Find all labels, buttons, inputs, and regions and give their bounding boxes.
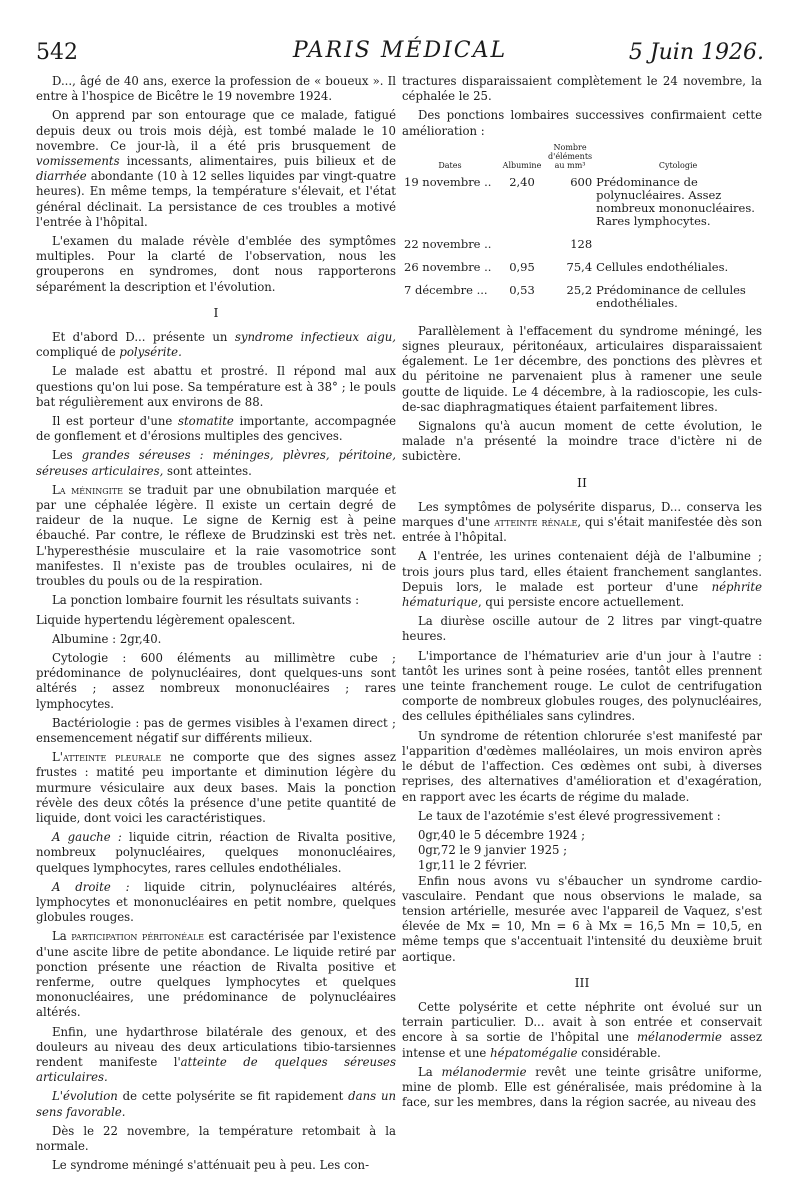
paragraph: La participation péritonéale est caractérisée par l'existence d'une ascite libre de petite abondance. Le liquide retiré par ponction présente une réaction de Rivalta positive et renferme, outre quelques lymphocytes et quelques mononucléaires, une prédominance de polynucléaires altérés. <box>36 929 396 1020</box>
paragraph: Le malade est abattu et prostré. Il répond mal aux questions qu'on lui pose. Sa température est à 38° ; le pouls bat régulièrement aux environs de 88. <box>36 364 396 409</box>
paragraph: Les symptômes de polysérite disparus, D... conserva les marques d'une atteinte rénale, qui s'était manifestée dès son entrée à l'hôpital. <box>402 499 762 545</box>
azotemia-values <box>402 828 762 874</box>
table-header: Cytologie <box>658 160 698 170</box>
paragraph: Cette polysérite et cette néphrite ont évolué sur un terrain particulier. D... avait à son entrée et conservait encore à sa sortie de l'hôpital une mélanodermie assez intense et une hépatomégalie considérable. <box>402 999 762 1060</box>
left-column <box>36 74 396 1177</box>
table-header: Albumine <box>502 160 542 170</box>
page-header <box>36 36 764 66</box>
section-heading: II <box>577 474 587 490</box>
paragraph: D..., âgé de 40 ans, exerce la profession de « boueux ». Il entre à l'hospice de Bicêtre le 19 novembre 1924. <box>36 74 396 104</box>
section-heading: III <box>574 974 590 990</box>
paragraph: La méningite se traduit par une obnubilation marquée et par une céphalée légère. Il existe un certain degré de raideur de la nuque. Le signe de Kernig est à peine ébauché. Par contre, le réflexe de Brudzinski est très net. L'hyperesthésie musculaire et la raie vasomotrice sont manifestes. Il n'existe pas de troubles oculaires, ni de troubles du pouls ou de la respiration. <box>36 482 396 589</box>
paragraph: Il est porteur d'une stomatite importante, accompagnée de gonflement et d'érosions multiples des gencives. <box>36 414 396 444</box>
table-header: Nombre d'éléments au mm³ <box>548 142 593 170</box>
right-column <box>402 74 762 1114</box>
table-row: 7 décembre ... 0,53 25,2 Prédominance de cellules endothéliales. <box>404 282 746 310</box>
table-row: 26 novembre .. 0,95 75,4 Cellules endothéliales. <box>404 259 729 274</box>
journal-title: PARIS MÉDICAL <box>292 38 508 63</box>
paragraph: Parallèlement à l'effacement du syndrome méningé, les signes pleuraux, péritonéaux, articulaires disparaissaient également. Le 1er décembre, des ponctions des plèvres et du péritoine ne parvenaient plus à ramener une seule goutte de liquide. Le 4 décembre, à la radioscopie, les culs-de-sac diaphragmatiques étaient parfaitement libres. <box>402 323 762 414</box>
paragraph: On apprend par son entourage que ce malade, fatigué depuis deux ou trois mois déjà, est tombé malade le 10 novembre. Ce jour-là, il a été pris brusquement de vomissements incessants, alimentaires, puis bilieux et de diarrhée abondante (10 à 12 selles liquides par vingt-quatre heures). En même temps, la température s'élevait, et l'état général déclinait. La persistance de ces troubles a motivé l'entrée à l'hôpital. <box>36 108 396 229</box>
paragraph: Le taux de l'azotémie s'est élevé progressivement : <box>418 808 721 823</box>
table-header: Dates <box>438 160 462 170</box>
paragraph: Signalons qu'à aucun moment de cette évolution, le malade n'a présenté la moindre trace d'ictère ni de subictère. <box>402 419 762 464</box>
section-heading: I <box>213 304 219 320</box>
paragraph: Dès le 22 novembre, la température retombait à la normale. <box>36 1123 396 1153</box>
azotemia-value: 0gr,40 le 5 décembre 1924 ; <box>418 827 586 842</box>
azotemia-value: 1gr,11 le 2 février. <box>418 858 528 873</box>
paragraph: La mélanodermie revêt une teinte grisâtre uniforme, mine de plomb. Elle est généralisée, mais prédomine à la face, sur les membres, dans la région sacrée, au niveau des <box>402 1064 763 1110</box>
paragraph: Cytologie : 600 éléments au millimètre cube ; prédominance de polynucléaires, dont quelques-uns sont altérés ; assez nombreux mononucléaires ; rares lymphocytes. <box>36 650 396 711</box>
paragraph: Le syndrome méningé s'atténuait peu à peu. Les con- <box>52 1158 370 1173</box>
table-row: 19 novembre .. 2,40 600 Prédominance de polynucléaires. Assez nombreux mononucléaires. Rares lymphocytes. <box>404 174 755 228</box>
table-row: 22 novembre .. 128 <box>404 236 593 251</box>
paragraph: A gauche : liquide citrin, réaction de Rivalta positive, nombreux polynucléaires, quelques mononucléaires, quelques lymphocytes, rares cellules endothéliales. <box>36 830 397 875</box>
paragraph: Et d'abord D... présente un syndrome infectieux aigu, compliqué de polysérite. <box>36 330 397 360</box>
paragraph: A droite : liquide citrin, polynucléaires altérés, lymphocytes et mononucléaires en petit nombre, quelques globules rouges. <box>36 879 396 925</box>
paragraph: Albumine : 2gr,40. <box>52 631 162 646</box>
page-number: 542 <box>36 40 78 65</box>
issue-date: 5 Juin 1926. <box>628 40 764 65</box>
paragraph: tractures disparaissaient complètement le 24 novembre, la céphalée le 25. <box>402 74 762 104</box>
paragraph: La ponction lombaire fournit les résultats suivants : <box>52 593 360 608</box>
azotemia-value: 0gr,72 le 9 janvier 1925 ; <box>418 843 568 858</box>
paragraph: L'examen du malade révèle d'emblée des symptômes multiples. Pour la clarté de l'observation, nous les grouperons en syndromes, dont nous rapporterons séparément la description et l'évolution. <box>36 234 396 294</box>
paragraph: L'évolution de cette polysérite se fit rapidement dans un sens favorable. <box>36 1089 396 1119</box>
paragraph: Liquide hypertendu légèrement opalescent. <box>36 612 296 627</box>
paragraph: A l'entrée, les urines contenaient déjà de l'albumine ; trois jours plus tard, elles étaient franchement sanglantes. Depuis lors, le malade est porteur d'une néphrite hématurique, qui persiste encore actuellement. <box>402 549 762 610</box>
paragraph: Enfin nous avons vu s'ébaucher un syndrome cardio-vasculaire. Pendant que nous observions le malade, sa tension artérielle, mesurée avec l'appareil de Vaquez, s'est élevée de Mx = 10, Mn = 6 à Mx = 16,5 Mn = 10,5, en même temps que s'accentuait l'intensité du deuxième bruit aortique. <box>402 873 762 964</box>
paragraph: L'atteinte pleurale ne comporte que des signes assez frustes : matité peu importante et diminution légère du murmure vésiculaire aux deux bases. Mais la ponction révèle des deux côtés la présence d'une petite quantité de liquide, dont voici les caractéristiques. <box>36 750 396 825</box>
paragraph: Des ponctions lombaires successives confirmaient cette amélioration : <box>402 108 762 138</box>
paragraph: L'importance de l'hématuriev arie d'un jour à l'autre : tantôt les urines sont à peine rosées, tantôt elles prennent une teinte franchement rouge. Le culot de centrifugation comporte de nombreux globules rouges, des polynucléaires, des cellules épithéliales sans cylindres. <box>402 648 762 724</box>
paragraph: Les grandes séreuses : méninges, plèvres, péritoine, séreuses articulaires, sont atteintes. <box>36 448 396 478</box>
paragraph: Bactériologie : pas de germes visibles à l'examen direct ; ensemencement négatif sur différents milieux. <box>36 715 396 745</box>
paragraph: Un syndrome de rétention chlorurée s'est manifesté par l'apparition d'œdèmes malléolaires, un mois environ après le début de l'affection. Ces œdèmes ont subi, à diverses reprises, des alternatives d'amélioration et d'exagération, en rapport avec les écarts de régime du malade. <box>402 728 762 804</box>
lumbar-puncture-table <box>402 143 762 320</box>
paragraph: La diurèse oscille autour de 2 litres par vingt-quatre heures. <box>402 614 762 644</box>
paragraph: Enfin, une hydarthrose bilatérale des genoux, et des douleurs au niveau des deux articulations tibio-tarsiennes rendent manifeste l'atteinte de quelques séreuses articulaires. <box>36 1024 396 1085</box>
